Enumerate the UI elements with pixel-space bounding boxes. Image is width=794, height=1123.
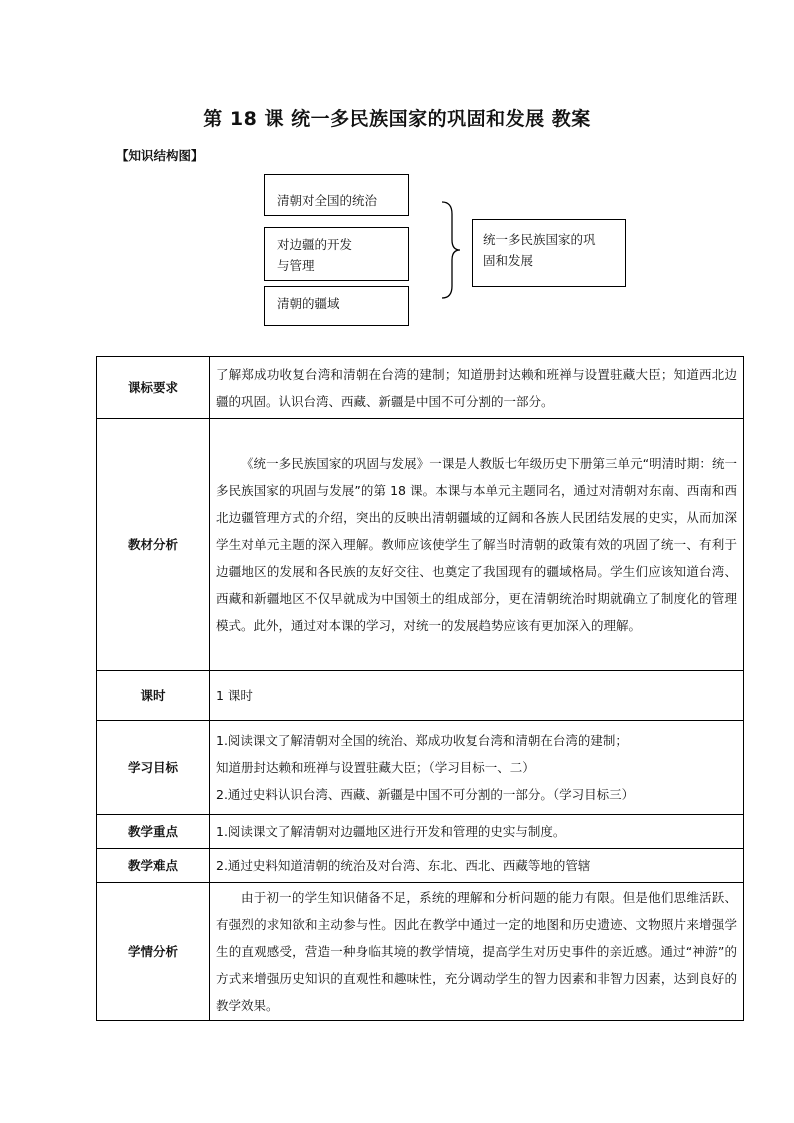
row-label: 学情分析 xyxy=(97,883,210,1021)
row-label: 教学重点 xyxy=(97,815,210,849)
table-row xyxy=(97,721,744,815)
row-content xyxy=(210,721,744,815)
row-paragraph: 了解郑成功收复台湾和清朝在台湾的建制；知道册封达赖和班禅与设置驻藏大臣；知道西北边疆的巩固。认识台湾、西藏、新疆是中国不可分割的一部分。 xyxy=(216,366,737,409)
row-label: 课标要求 xyxy=(97,357,210,419)
diagram-box-frontier-management xyxy=(264,227,409,281)
diagram-box-line: 清朝的疆域 xyxy=(277,296,340,311)
row-content xyxy=(210,815,744,849)
row-paragraph: 由于初一的学生知识储备不足，系统的理解和分析问题的能力有限。但是他们思维活跃、有强烈的求知欲和主动参与性。因此在教学中通过一定的地图和历史遗迹、文物照片来增强学生的直观感受，营造一种身临其境的教学情境，提高学生对历史事件的亲近感。通过“神游”的方式来增强历史知识的直观性和趣味性，充分调动学生的智力因素和非智力因素，达到良好的教学效果。 xyxy=(216,890,737,1013)
row-content xyxy=(210,357,744,419)
table-row xyxy=(97,883,744,1021)
page-title: 第 18 课 统一多民族国家的巩固和发展 教案 xyxy=(203,108,591,130)
table-row xyxy=(97,671,744,721)
row-content xyxy=(210,883,744,1021)
row-paragraph: 《统一多民族国家的巩固与发展》一课是人教版七年级历史下册第三单元“明清时期：统一多民族国家的巩固与发展”的第 18 课。本课与本单元主题同名，通过对清朝对东南、西南和西北边疆管理方式的介绍，突出的反映出清朝疆域的辽阔和各族人民团结发展的史实，从而加深学生对单元主题的深入理解。教师应该使学生了解当时清朝的政策有效的巩固了统一、有利于边疆地区的发展和各民族的友好交往、也奠定了我国现有的疆域格局。学生们应该知道台湾、西藏和新疆地区不仅早就成为中国领土的组成部分，更在清朝统治时期就确立了制度化的管理模式。此外，通过对本课的学习，对统一的发展趋势应该有更加深入的理解。 xyxy=(216,456,737,633)
diagram-box-qing-rule xyxy=(264,174,409,216)
diagram-box-line: 对边疆的开发 xyxy=(277,237,353,252)
table-row xyxy=(97,849,744,883)
table-row xyxy=(97,357,744,419)
row-label: 教学难点 xyxy=(97,849,210,883)
diagram-box-qing-territory xyxy=(264,286,409,326)
row-content xyxy=(210,849,744,883)
row-label: 教材分析 xyxy=(97,419,210,671)
row-paragraph: 1 课时 xyxy=(216,688,253,703)
diagram-box-line: 统一多民族国家的巩 xyxy=(483,232,596,247)
row-paragraph: 2.通过史料认识台湾、西藏、新疆是中国不可分割的一部分。（学习目标三） xyxy=(216,787,635,802)
row-paragraph: 1.阅读课文了解清朝对全国的统治、郑成功收复台湾和清朝在台湾的建制； xyxy=(216,733,628,748)
row-content xyxy=(210,671,744,721)
diagram-box-line: 固和发展 xyxy=(483,253,534,268)
section-label: 【知识结构图】 xyxy=(116,148,204,163)
row-paragraph: 2.通过史料知道清朝的统治及对台湾、东北、西北、西藏等地的管辖 xyxy=(216,858,591,873)
diagram-box-line: 清朝对全国的统治 xyxy=(277,193,378,208)
table-row xyxy=(97,815,744,849)
row-label: 学习目标 xyxy=(97,721,210,815)
table-row xyxy=(97,419,744,671)
brace-connector xyxy=(436,200,466,300)
row-content xyxy=(210,419,744,671)
row-paragraph: 知道册封达赖和班禅与设置驻藏大臣；（学习目标一、二） xyxy=(216,760,535,775)
diagram-box-line: 与管理 xyxy=(277,258,315,273)
diagram-box-unified-nation xyxy=(472,219,626,287)
row-paragraph: 1.阅读课文了解清朝对边疆地区进行开发和管理的史实与制度。 xyxy=(216,824,566,839)
lesson-plan-table xyxy=(96,356,744,1021)
row-label: 课时 xyxy=(97,671,210,721)
